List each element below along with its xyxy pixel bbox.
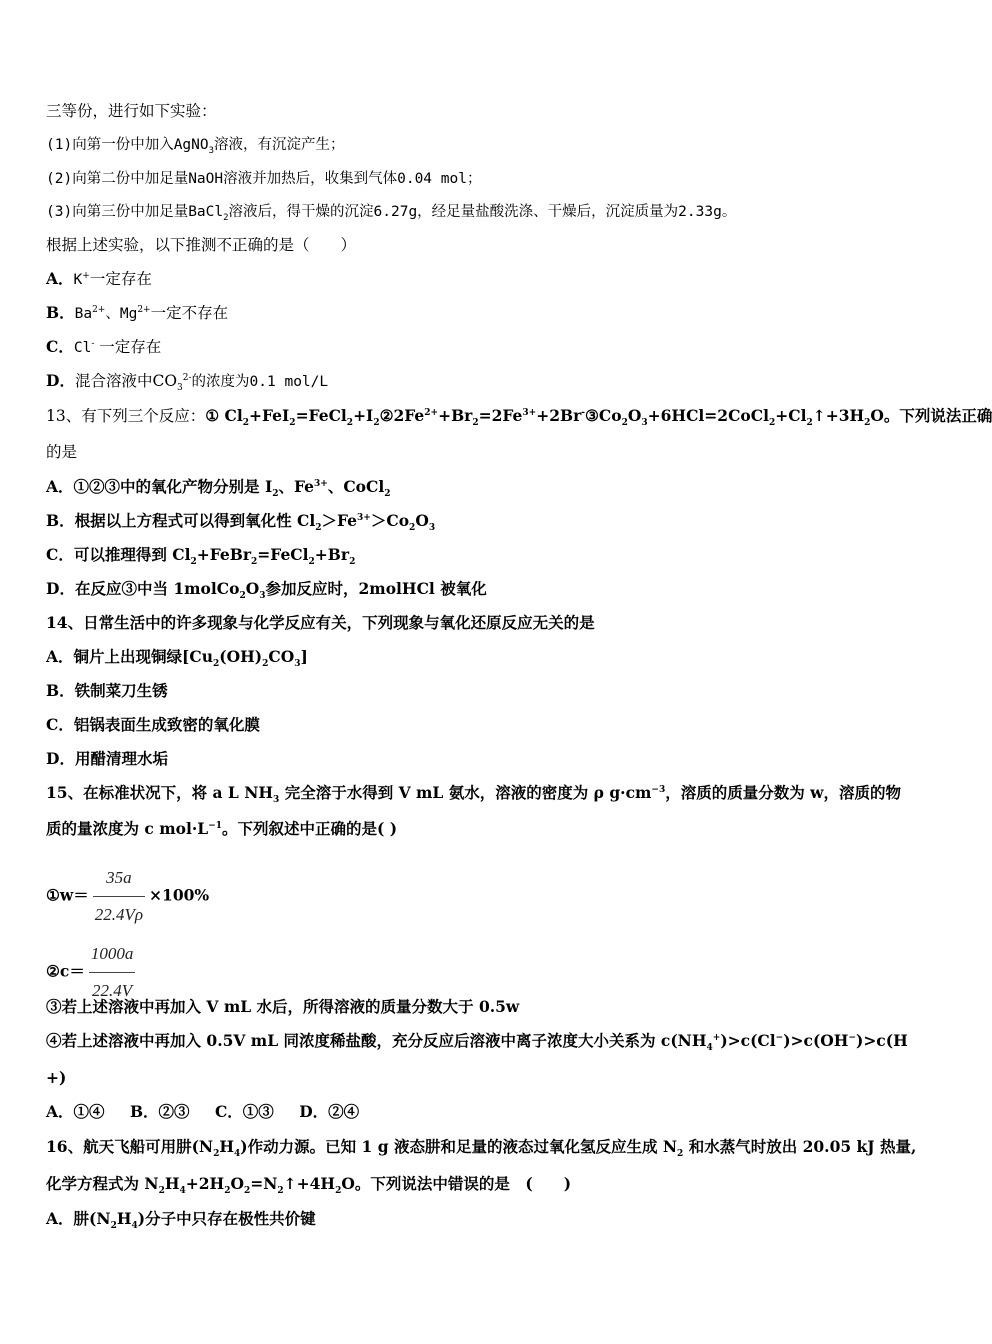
q12-exp2: (2)向第二份中加足量NaOH溶液并加热后，收集到气体0.04 mol；	[46, 171, 482, 187]
q12-option-c: C．Cl- 一定存在	[46, 337, 162, 356]
q15-option-a: A．①④	[46, 1102, 105, 1121]
q13-stem-line1: 13、有下列三个反应：① $Cl_2+FeI_2=FeCl_2+I_2②2Fe^{2+}+Br_2=2Fe^{3+}+2Br^-③Co_2O_3+6HCl=2CoCl_2+Cl_2↑+3H_2O$。下列说法正确	[46, 406, 992, 429]
q15-option-b: B．②③	[129, 1102, 190, 1121]
q15-statement-4: ④若上述溶液中再加入 0.5V mL 同浓度稀盐酸，充分反应后溶液中离子浓度大小关系为 $c(NH_4^+)>c(Cl^-)>c(OH^-)>c(H$	[46, 1031, 908, 1054]
q16-stem-line2: 化学方程式为 $N_2H_4+2H_2O_2=N_2↑+4H_2O$。下列说法中错误的是 ( )	[46, 1174, 572, 1197]
q14-stem: 14、日常生活中的许多现象与化学反应有关，下列现象与氧化还原反应无关的是	[46, 613, 595, 632]
q13-option-d: D．在反应③中当 $1molCo_2O_3$参加反应时，2molHCl 被氧化	[46, 579, 487, 602]
q12-option-d: D．混合溶液中$CO_3^{2-}$的浓度为0.1 mol/L	[46, 371, 329, 394]
q12-stem: 根据上述实验，以下推测不正确的是（ ）	[46, 236, 357, 254]
q14-option-c: C．铝锅表面生成致密的氧化膜	[46, 715, 260, 734]
q12-exp1: (1)向第一份中加入AgNO$_3$溶液，有沉淀产生；	[46, 137, 345, 156]
q14-option-a: A．铜片上出现铜绿$[Cu_2(OH)_2CO_3]$	[46, 647, 308, 670]
q13-option-c: C．可以推理得到 $Cl_2+FeBr_2=FeCl_2+Br_2$	[46, 545, 356, 568]
q13-option-b: B．根据以上方程式可以得到氧化性 $Cl_2>Fe^{3+}>Co_2O_3$	[46, 511, 436, 534]
q13-stem-line2: 的是	[46, 443, 78, 461]
q15-option-d: D．②④	[299, 1102, 360, 1121]
q15-options	[46, 1102, 379, 1122]
q12-exp3: (3)向第三份中加足量BaCl$_2$溶液后，得干燥的沉淀6.27g，经足量盐酸洗涤、干燥后，沉淀质量为2.33g。	[46, 204, 737, 223]
q15-statement-2: ②c＝ $\frac{1000a}{22.4V}$	[46, 936, 139, 1009]
q15-statement-3: ③若上述溶液中再加入 V mL 水后，所得溶液的质量分数大于 0.5w	[46, 997, 520, 1016]
fraction-c: $\frac{1000a}{22.4V}$	[89, 936, 136, 1009]
q14-option-b: B．铁制菜刀生锈	[46, 681, 168, 700]
q12-option-b: B．$Ba^{2+}$、$Mg^{2+}$一定不存在	[46, 303, 229, 322]
q15-statement-4-wrap: +)	[46, 1068, 67, 1087]
q13-option-a: A．①②③中的氧化产物分别是 $I_2$、$Fe^{3+}$、CoCl$_2$	[46, 477, 391, 500]
q16-option-a: A．肼$(N_2H_4)$分子中只存在极性共价键	[46, 1209, 316, 1232]
q15-stem-line1: 15、在标准状况下，将 a L $NH_3$ 完全溶于水得到 V mL 氨水，溶液的密度为 ρ $g\cdot cm^{-3}$，溶质的质量分数为 w，溶质的物	[46, 783, 902, 806]
q12-intro: 三等份，进行如下实验：	[46, 102, 217, 120]
q16-stem-line1: 16、航天飞船可用肼$(N_2H_4)$作动力源。已知 1 g 液态肼和足量的液态过氧化氢反应生成 $N_2$ 和水蒸气时放出 20.05 kJ 热量,	[46, 1137, 917, 1160]
q15-option-c: C．①③	[214, 1102, 274, 1121]
fraction-w: $\frac{35a}{22.4V\rho}$	[93, 860, 145, 933]
q14-option-d: D．用醋清理水垢	[46, 749, 168, 768]
q12-option-a: A．K+一定存在	[46, 269, 152, 288]
q15-statement-1: ①w＝ $\frac{35a}{22.4V\rho}$ ×100%	[46, 860, 209, 933]
q15-stem-line2: 质的量浓度为 c $mol\cdot L^{-1}$。下列叙述中正确的是( )	[46, 819, 398, 838]
